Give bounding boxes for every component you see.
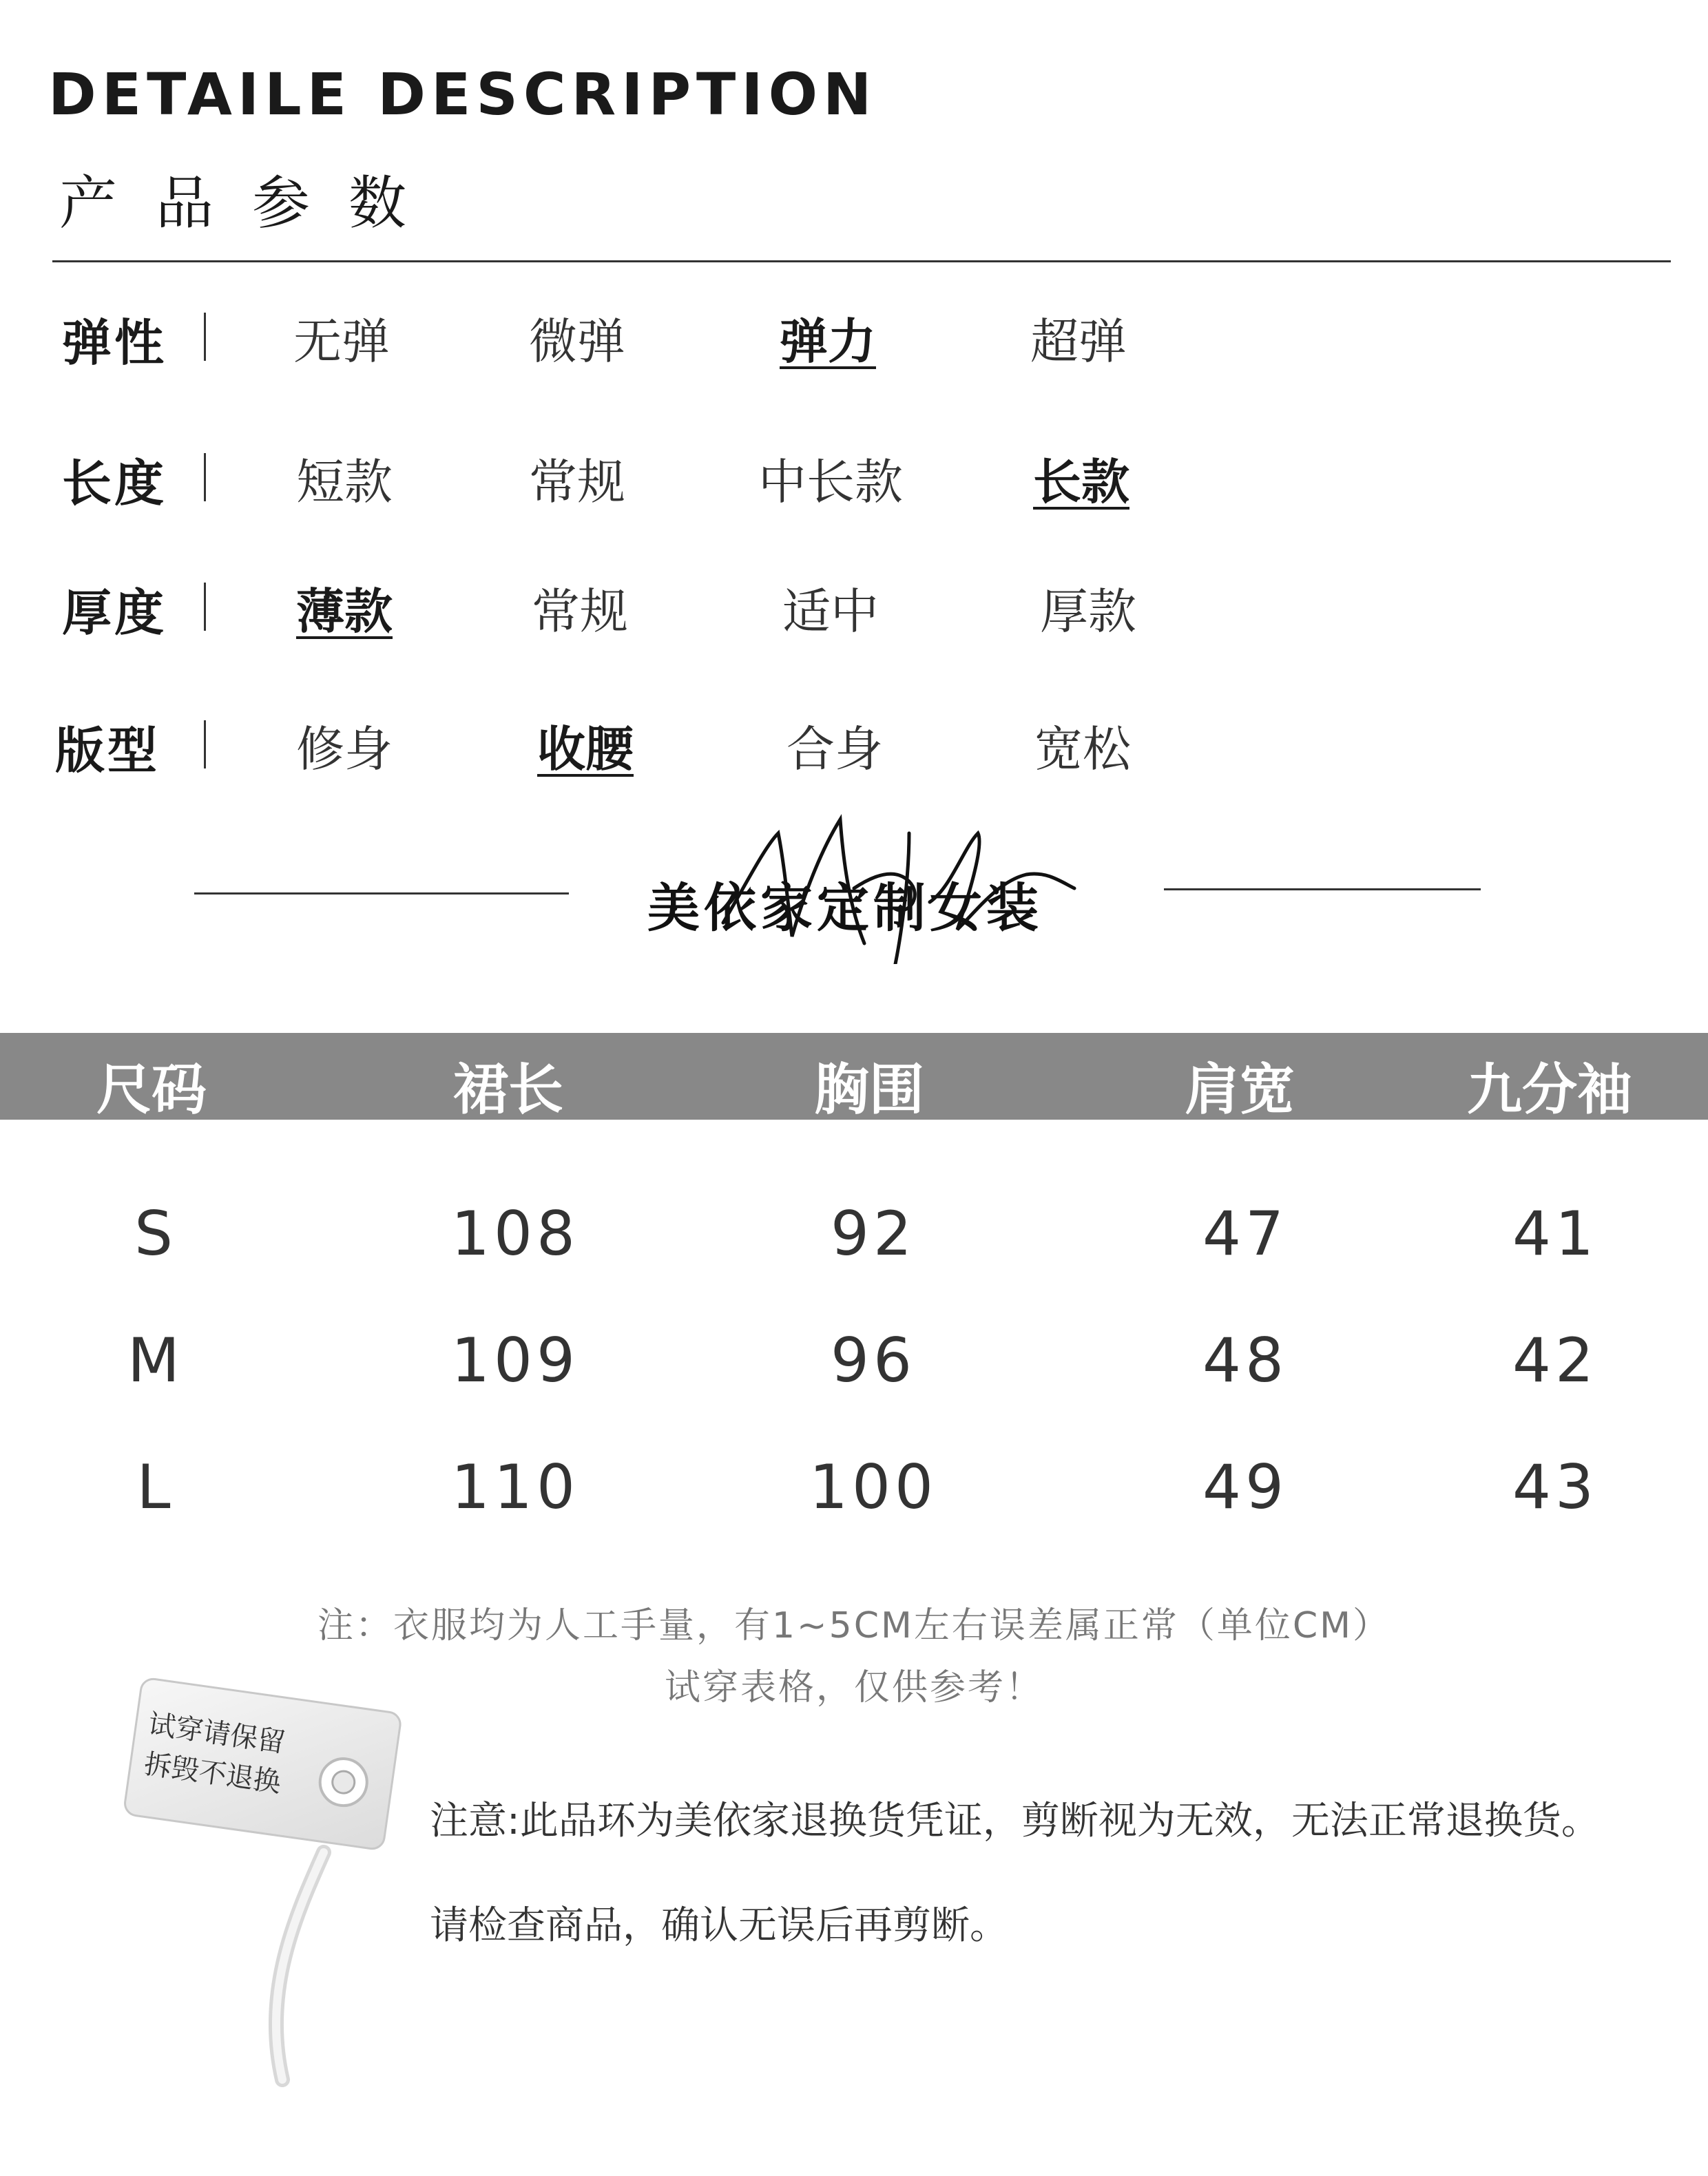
attr-option: 适中 xyxy=(782,583,879,640)
header-bust: 胸围 xyxy=(814,1058,924,1122)
attr-row-fit xyxy=(0,711,1708,793)
table-cell: 49 xyxy=(1202,1452,1288,1523)
tag-illustration xyxy=(117,1666,420,2093)
attr-option: 中长款 xyxy=(758,454,903,510)
tag-text-line1: 试穿请保留 xyxy=(146,1708,287,1759)
attr-separator xyxy=(204,313,206,361)
attr-row-length xyxy=(0,443,1708,526)
attr-separator xyxy=(204,583,206,631)
attr-option: 厚款 xyxy=(1040,583,1136,640)
table-cell: L xyxy=(136,1452,175,1523)
attr-label: 长度 xyxy=(62,454,167,512)
size-table-header xyxy=(0,1033,1708,1120)
attr-option: 修身 xyxy=(296,721,393,777)
attr-option-selected: 长款 xyxy=(1033,454,1129,510)
attr-option: 微弹 xyxy=(529,313,625,370)
notice-line1: 注意:此品环为美依家退换货凭证，剪断视为无效，无法正常退换货。 xyxy=(430,1799,1600,1843)
attr-separator xyxy=(204,720,206,768)
brand-name: 美依家定制女装 xyxy=(647,877,1043,939)
table-cell: 47 xyxy=(1202,1198,1288,1269)
attr-option: 合身 xyxy=(787,721,883,777)
header-skirt-length: 裙长 xyxy=(453,1058,563,1122)
table-cell: 109 xyxy=(451,1325,579,1396)
attr-label: 弹性 xyxy=(62,314,167,372)
attr-option: 常规 xyxy=(532,583,628,640)
attr-option-selected: 弹力 xyxy=(780,313,876,370)
measurement-note: 注：衣服均为人工手量，有1~5CM左右误差属正常（单位CM） xyxy=(317,1605,1391,1646)
table-cell: 100 xyxy=(809,1452,937,1523)
attr-option-selected: 收腰 xyxy=(537,721,634,777)
table-row xyxy=(0,1198,1708,1281)
tag-text-line2: 拆毁不退换 xyxy=(142,1748,283,1799)
attr-option-selected: 薄款 xyxy=(296,583,393,640)
attr-option: 宽松 xyxy=(1034,721,1131,777)
brand-divider-left xyxy=(194,892,569,895)
table-cell: 96 xyxy=(831,1325,916,1396)
table-cell: 108 xyxy=(451,1198,579,1269)
attr-row-elasticity xyxy=(0,303,1708,386)
table-cell: 42 xyxy=(1512,1325,1598,1396)
table-cell: M xyxy=(127,1325,184,1396)
title-en: DETAILE DESCRIPTION xyxy=(48,61,877,128)
table-cell: S xyxy=(134,1198,177,1269)
attr-label: 厚度 xyxy=(62,584,167,642)
notice-line2: 请检查商品，确认无误后再剪断。 xyxy=(430,1903,1008,1948)
attr-separator xyxy=(204,453,206,501)
attr-option: 短款 xyxy=(296,454,393,510)
reference-note: 试穿表格，仅供参考！ xyxy=(664,1667,1043,1708)
header-size: 尺码 xyxy=(96,1058,207,1122)
table-cell: 48 xyxy=(1202,1325,1288,1396)
attr-option: 常规 xyxy=(529,454,625,510)
brand-divider-right xyxy=(1164,888,1481,890)
table-row xyxy=(0,1325,1708,1408)
table-cell: 43 xyxy=(1512,1452,1598,1523)
attr-option: 无弹 xyxy=(293,313,390,370)
table-cell: 110 xyxy=(451,1452,579,1523)
title-cn: 产品参数 xyxy=(59,169,446,237)
attr-option: 超弹 xyxy=(1030,313,1127,370)
top-divider xyxy=(52,260,1671,262)
header-shoulder: 肩宽 xyxy=(1185,1058,1295,1122)
table-row xyxy=(0,1452,1708,1534)
attr-label: 版型 xyxy=(55,722,160,780)
table-cell: 41 xyxy=(1512,1198,1598,1269)
attr-row-thickness xyxy=(0,573,1708,656)
header-sleeve: 九分袖 xyxy=(1467,1058,1632,1122)
table-cell: 92 xyxy=(831,1198,916,1269)
